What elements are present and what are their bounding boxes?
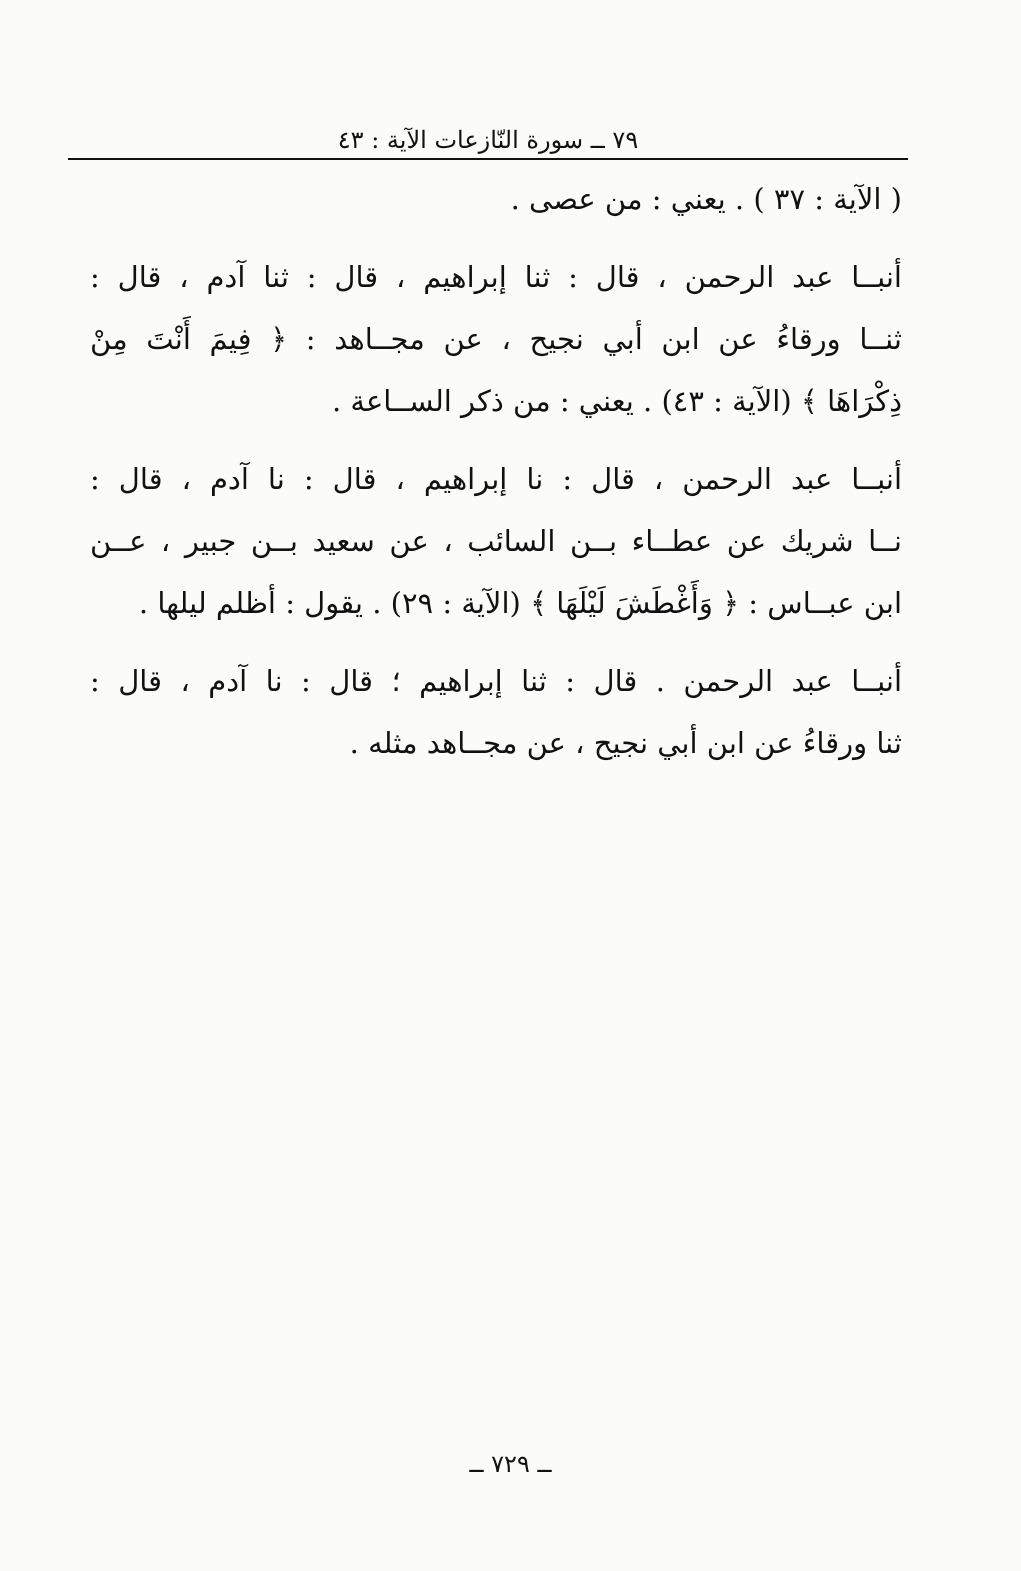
text-line: ثنا ورقاءُ عن ابن أبي نجيح ، عن مجــاهد مثله . bbox=[349, 726, 902, 760]
text-line: ثنــا ورقاءُ عن ابن أبي نجيح ، عن مجــاهد : ﴿ فِيمَ أَنْتَ مِنْ bbox=[90, 322, 903, 356]
page-number: ــ ٧٢٩ ــ bbox=[469, 1450, 552, 1478]
text-line: أنبــا عبد الرحمن ، قال : نا إبراهيم ، قال : نا آدم ، قال : bbox=[90, 462, 902, 496]
paragraph-1 bbox=[90, 168, 902, 230]
paragraph-2 bbox=[90, 246, 902, 432]
running-header: ٧٩ ــ سورة النّازعات الآية : ٤٣ bbox=[337, 126, 639, 154]
paragraph-3 bbox=[90, 448, 902, 634]
text-line: ذِكْرَاهَا ﴾ (الآية : ٤٣) . يعني : من ذكر الســاعة . bbox=[331, 384, 902, 418]
paragraph-4 bbox=[90, 650, 902, 774]
text-line: ابن عبــاس : ﴿ وَأَغْطَشَ لَيْلَهَا ﴾ (الآية : ٢٩) . يقول : أظلم ليلها . bbox=[138, 586, 902, 620]
text-line: أنبــا عبد الرحمن . قال : ثنا إبراهيم ؛ قال : نا آدم ، قال : bbox=[90, 664, 902, 698]
header-rule bbox=[68, 158, 908, 160]
text-line: نــا شريك عن عطــاء بــن السائب ، عن سعيد بــن جبير ، عــن bbox=[90, 524, 902, 558]
text-line: ( الآية : ٣٧ ) . يعني : من عصى . bbox=[510, 182, 902, 216]
body-text bbox=[90, 168, 902, 790]
text-line: أنبــا عبد الرحمن ، قال : ثنا إبراهيم ، قال : ثنا آدم ، قال : bbox=[90, 260, 902, 294]
